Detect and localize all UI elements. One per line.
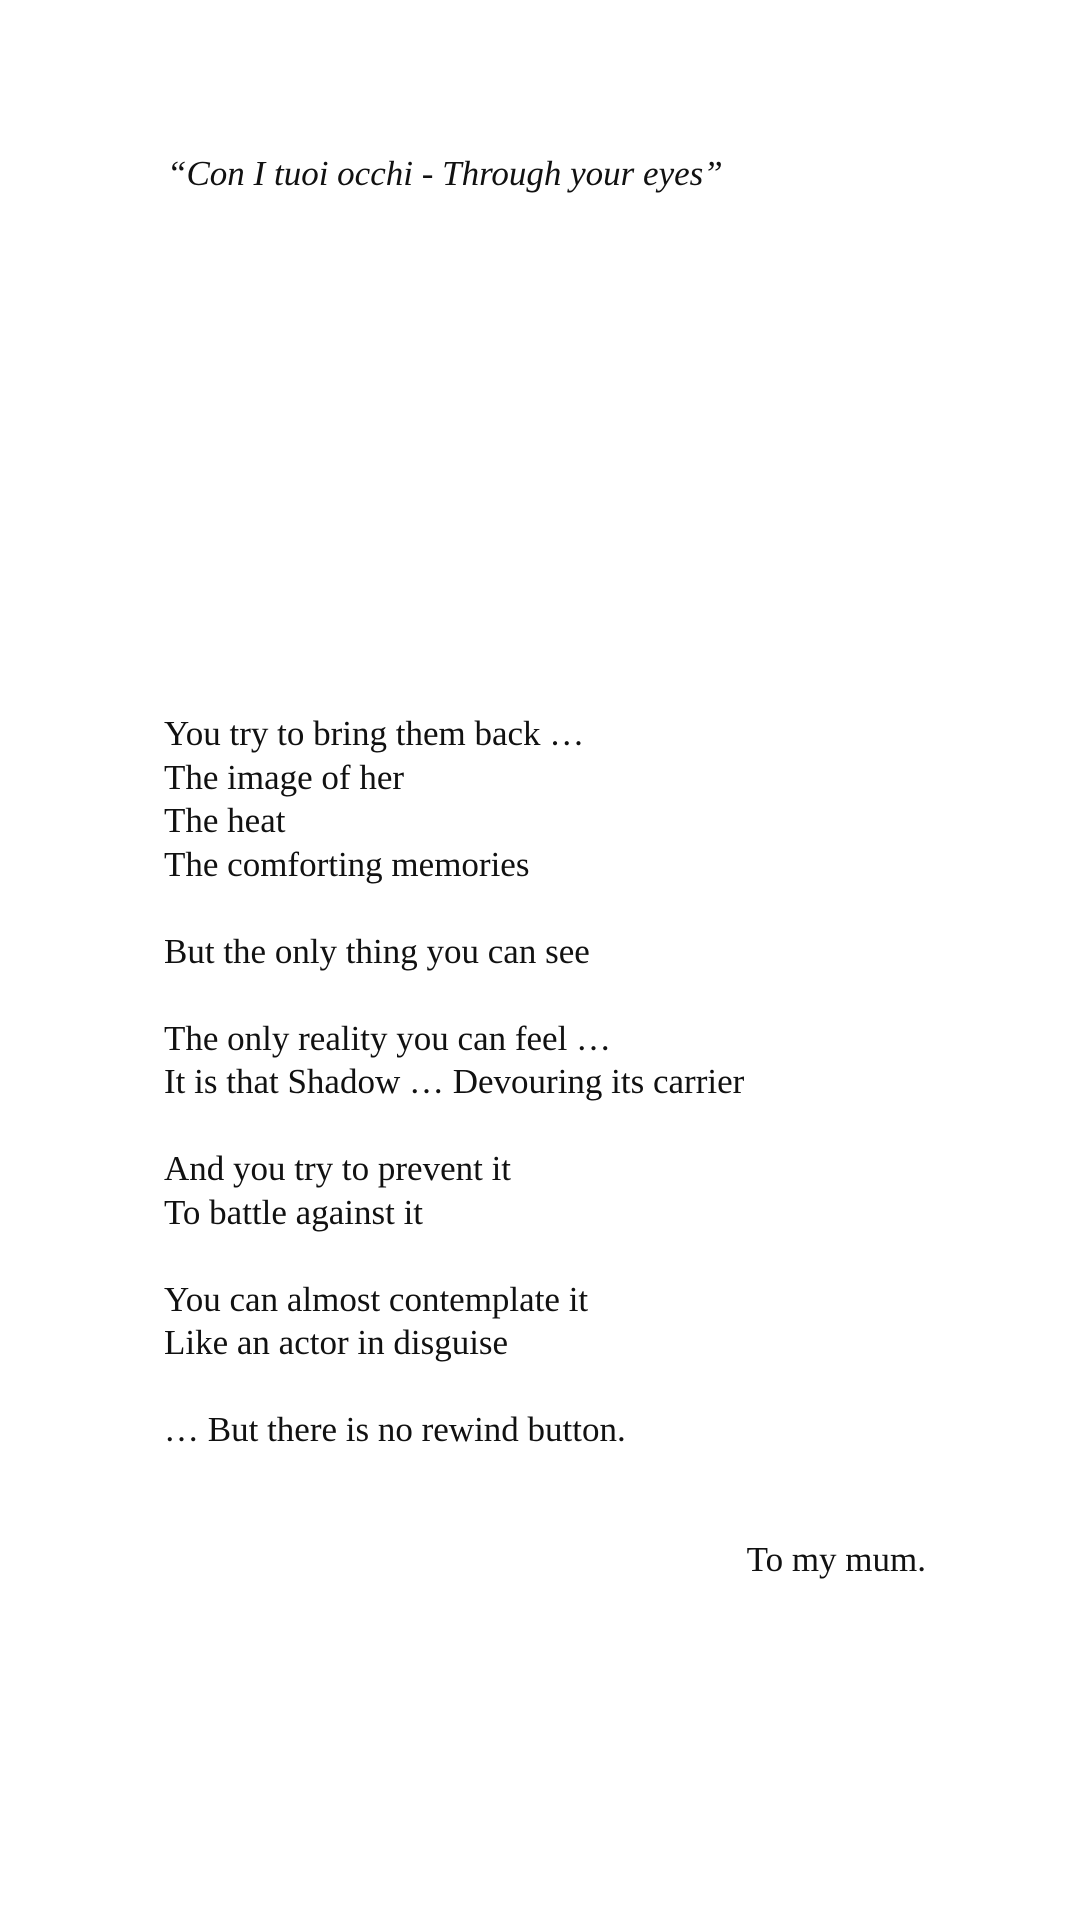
poem-line: Like an actor in disguise bbox=[164, 1323, 509, 1362]
poem-line: And you try to prevent it bbox=[164, 1149, 512, 1188]
poem-line: You can almost contemplate it bbox=[164, 1279, 589, 1319]
poem-line: To battle against it bbox=[164, 1192, 424, 1232]
poem-title: “Con I tuoi occhi - Through your eyes” bbox=[167, 154, 723, 193]
poem-line: You try to bring them back … bbox=[164, 714, 585, 753]
stanza-3 bbox=[164, 1017, 744, 1104]
stanza-6 bbox=[164, 1408, 744, 1452]
poem-line: It is that Shadow … Devouring its carrier bbox=[164, 1062, 745, 1101]
poem-line: The only reality you can feel … bbox=[164, 1018, 612, 1058]
stanza-5 bbox=[164, 1278, 744, 1365]
poem-body bbox=[164, 712, 744, 1452]
poem-line: … But there is no rewind button. bbox=[164, 1410, 626, 1449]
poem-line: The heat bbox=[164, 801, 286, 840]
stanza-1 bbox=[164, 712, 744, 886]
dedication: To my mum. bbox=[746, 1540, 926, 1579]
stanza-2 bbox=[164, 930, 744, 974]
poem-line: The image of her bbox=[164, 757, 405, 797]
poem-line: But the only thing you can see bbox=[164, 931, 590, 971]
stanza-4 bbox=[164, 1147, 744, 1234]
poem-line: The comforting memories bbox=[164, 844, 530, 884]
